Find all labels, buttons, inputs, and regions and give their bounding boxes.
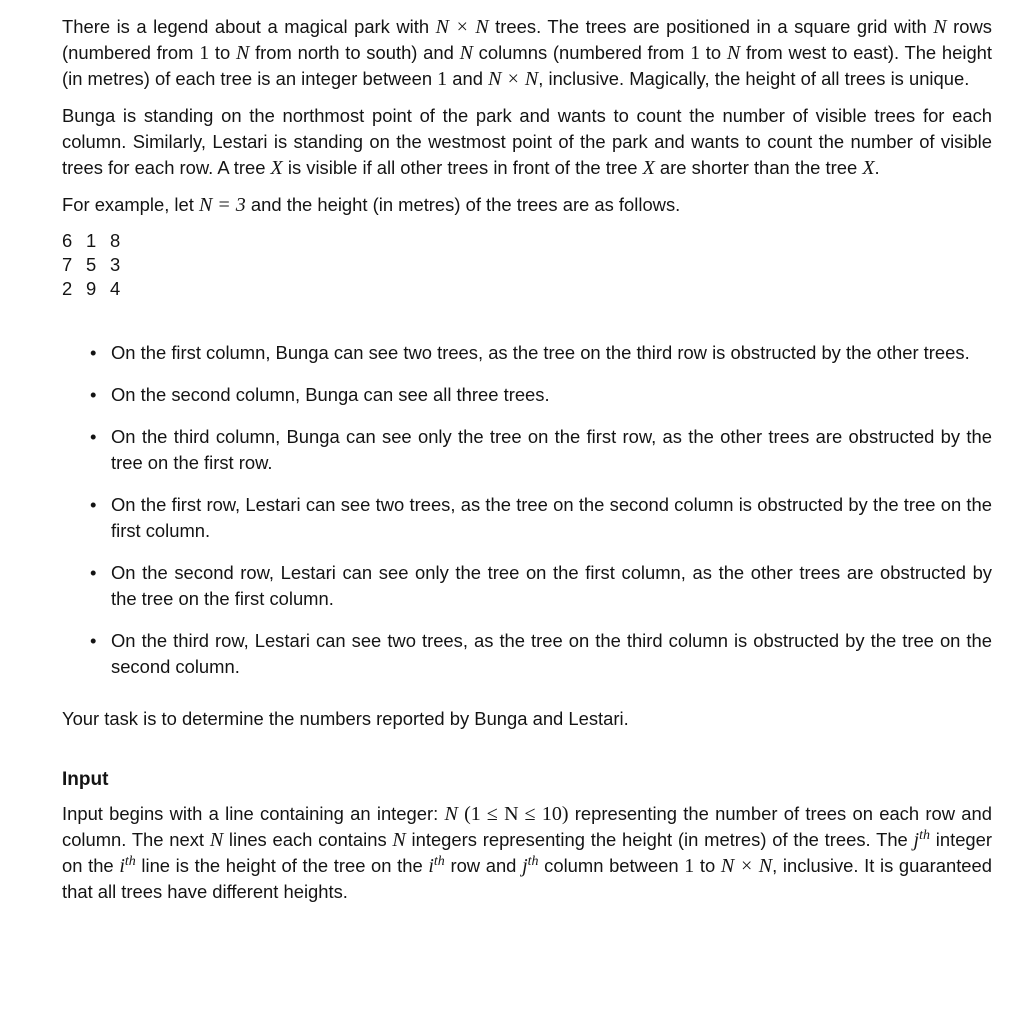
math: N bbox=[236, 42, 250, 64]
text: integer on the bbox=[62, 829, 992, 876]
text: is visible if all other trees in front of the tree bbox=[282, 157, 643, 178]
list-item bbox=[62, 340, 992, 366]
math: th bbox=[433, 853, 445, 869]
text: to bbox=[694, 855, 721, 876]
text: columns (numbered from bbox=[472, 42, 691, 63]
math: N bbox=[459, 42, 473, 64]
bullet-icon: • bbox=[90, 342, 97, 363]
observations-list bbox=[62, 340, 992, 680]
math: th bbox=[124, 853, 136, 869]
bullet-icon: • bbox=[90, 494, 97, 515]
list-item-text: On the second column, Bunga can see all three trees. bbox=[111, 384, 550, 405]
math: N × N bbox=[720, 855, 773, 877]
grid-cell: 2 bbox=[62, 278, 73, 299]
text: and the height (in metres) of the trees are as follows. bbox=[245, 194, 681, 215]
list-item bbox=[62, 382, 992, 408]
grid-row bbox=[62, 252, 992, 276]
input-paragraph bbox=[62, 801, 992, 905]
grid-cell: 4 bbox=[110, 278, 121, 299]
text: . bbox=[874, 157, 880, 178]
text: , inclusive. Magically, the height of all trees is unique. bbox=[538, 68, 970, 89]
math: X bbox=[642, 157, 655, 179]
text: to bbox=[209, 42, 236, 63]
math: N × N bbox=[435, 16, 489, 38]
text: Input begins with a line containing an integer: bbox=[62, 803, 445, 824]
grid-row bbox=[62, 228, 992, 252]
text: from north to south) and bbox=[249, 42, 460, 63]
grid-cell: 8 bbox=[110, 230, 121, 251]
bullet-icon: • bbox=[90, 562, 97, 583]
list-item-text: On the second row, Lestari can see only the tree on the first column, as the other trees are obstructed by the tree on the first column. bbox=[111, 562, 992, 609]
math: 1 bbox=[199, 42, 210, 64]
math: N bbox=[444, 803, 458, 825]
text: from west to east). The height (in metres) of each tree is an integer between bbox=[62, 42, 993, 89]
math: i bbox=[119, 855, 125, 877]
math: 1 bbox=[437, 68, 448, 90]
math: N bbox=[726, 42, 741, 64]
text: and bbox=[447, 68, 489, 89]
list-item-text: On the first row, Lestari can see two trees, as the tree on the second column is obstructed by the tree on the first column. bbox=[111, 494, 992, 541]
math: 1 bbox=[690, 42, 701, 64]
grid-cell: 6 bbox=[62, 230, 73, 251]
bullet-icon: • bbox=[90, 630, 97, 651]
grid-cell: 7 bbox=[62, 254, 73, 275]
math: 1 bbox=[684, 855, 695, 877]
text: column between bbox=[538, 855, 685, 876]
example-paragraph bbox=[62, 192, 992, 218]
math: X bbox=[270, 157, 283, 179]
math: th bbox=[919, 827, 930, 843]
list-item bbox=[62, 560, 992, 612]
math: N = 3 bbox=[198, 194, 246, 216]
text: line is the height of the tree on the bbox=[135, 855, 429, 876]
section-heading-input: Input bbox=[62, 769, 109, 790]
intro-paragraph-2 bbox=[62, 103, 992, 181]
math: N bbox=[209, 829, 224, 851]
text: integers representing the height (in metres) of the trees. The bbox=[405, 829, 914, 850]
list-item bbox=[62, 424, 992, 476]
math: i bbox=[428, 855, 434, 877]
list-item bbox=[62, 628, 992, 680]
math: th bbox=[527, 853, 539, 869]
grid-row bbox=[62, 276, 992, 300]
list-item-text: On the third row, Lestari can see two trees, as the tree on the third column is obstructed by the tree on the second column. bbox=[111, 630, 992, 677]
text: rows (numbered from bbox=[62, 16, 992, 63]
grid-cell: 1 bbox=[86, 230, 97, 251]
example-grid bbox=[62, 228, 992, 300]
grid-cell: 3 bbox=[110, 254, 121, 275]
bullet-icon: • bbox=[90, 426, 97, 447]
grid-cell: 9 bbox=[86, 278, 97, 299]
text: trees. The trees are positioned in a square grid with bbox=[488, 16, 934, 37]
text: row and bbox=[444, 855, 523, 876]
bullet-icon: • bbox=[90, 384, 97, 405]
math: j bbox=[522, 855, 528, 877]
grid-cell: 5 bbox=[86, 254, 97, 275]
math: X bbox=[862, 157, 875, 179]
list-item-text: On the third column, Bunga can see only the tree on the first row, as the other trees are obstructed by the tree on the first row. bbox=[111, 426, 992, 473]
math: j bbox=[913, 829, 920, 851]
problem-statement bbox=[62, 14, 992, 905]
text: There is a legend about a magical park with bbox=[62, 16, 436, 37]
text: are shorter than the tree bbox=[654, 157, 863, 178]
math: N bbox=[933, 16, 947, 38]
text: lines each contains bbox=[223, 829, 393, 850]
text: Bunga is standing on the northmost point of the park and wants to count the number of visible trees for each column. Similarly, Lestari is standing on the westmost point of the park and wants to count the number of visible trees for each row. A tree bbox=[62, 105, 992, 178]
text: For example, let bbox=[62, 194, 199, 215]
intro-paragraph-1 bbox=[62, 14, 992, 92]
task-paragraph: Your task is to determine the numbers reported by Bunga and Lestari. bbox=[62, 708, 629, 729]
list-item bbox=[62, 492, 992, 544]
text: , inclusive. It is guaranteed that all trees have different heights. bbox=[62, 855, 992, 902]
text: to bbox=[700, 42, 727, 63]
math: N × N bbox=[488, 68, 539, 90]
math: (1 ≤ N ≤ 10) bbox=[464, 803, 569, 825]
text: representing the number of trees on each row and column. The next bbox=[62, 803, 992, 850]
list-item-text: On the first column, Bunga can see two trees, as the tree on the third row is obstructed by the other trees. bbox=[111, 342, 970, 363]
math: N bbox=[392, 829, 406, 851]
